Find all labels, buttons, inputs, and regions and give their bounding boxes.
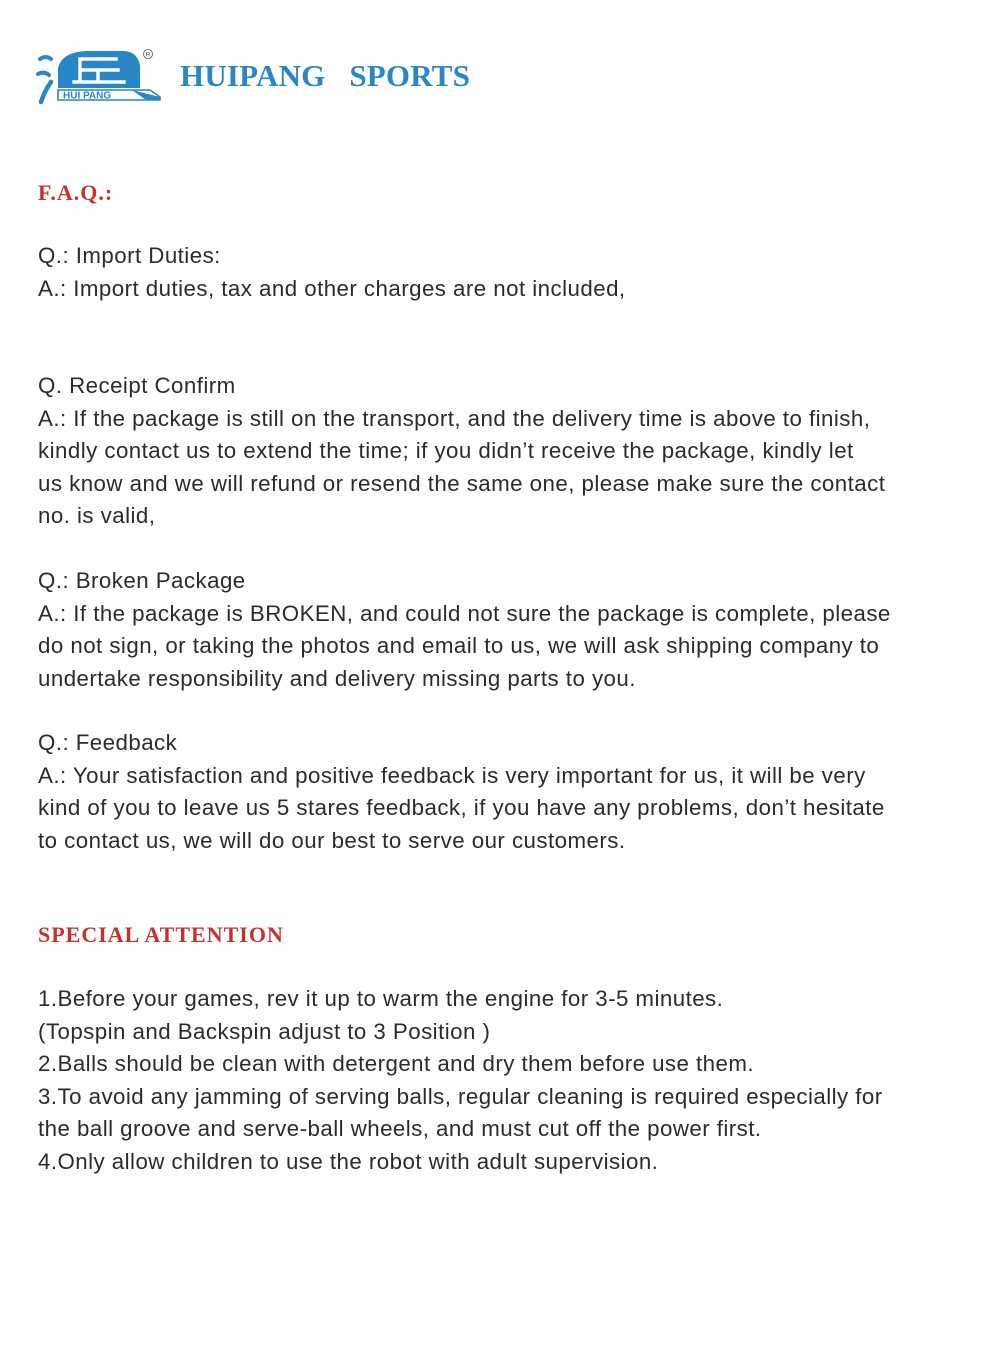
faq-answer-line: A.: If the package is BROKEN, and could not sure the package is complete, please [38, 600, 891, 626]
huipang-logo-icon [36, 44, 166, 110]
logo-text: HUI PANG [63, 90, 112, 102]
faq-answer-line: undertake responsibility and delivery missing parts to you. [38, 665, 636, 691]
special-attention-heading: SPECIAL ATTENTION [38, 922, 284, 947]
faq-item-broken-package [38, 565, 978, 695]
faq-question: Q.: Broken Package [38, 568, 246, 593]
faq-item-receipt-confirm [38, 370, 978, 533]
attention-line: 3.To avoid any jamming of serving balls, regular cleaning is required especially for [38, 1083, 883, 1109]
faq-question: Q.: Feedback [38, 730, 178, 755]
header [36, 44, 636, 114]
faq-answer-line: A.: Import duties, tax and other charges are not included, [38, 275, 626, 301]
registered-mark: R [145, 51, 151, 59]
faq-answer-line: kind of you to leave us 5 stares feedback, if you have any problems, don’t hesitate [38, 795, 885, 820]
faq-answer-line: do not sign, or taking the photos and email to us, we will ask shipping company to [38, 633, 880, 658]
faq-heading: F.A.Q.: [38, 180, 114, 205]
faq-item-feedback [38, 727, 978, 857]
faq-answer-line: A.: Your satisfaction and positive feedback is very important for us, it will be very [38, 762, 866, 788]
faq-answer-line: us know and we will refund or resend the same one, please make sure the contact [38, 470, 886, 496]
attention-line: 2.Balls should be clean with detergent and dry them before use them. [38, 1051, 755, 1076]
faq-answer-line: no. is valid, [38, 503, 156, 528]
faq-question: Q. Receipt Confirm [38, 373, 236, 398]
faq-answer-line: to contact us, we will do our best to serve our customers. [38, 827, 626, 853]
attention-line: 1.Before your games, rev it up to warm the engine for 3-5 minutes. [38, 986, 724, 1011]
faq-answer-line: A.: If the package is still on the transport, and the delivery time is above to finish, [38, 405, 871, 431]
faq-item-import-duties [38, 240, 978, 305]
special-attention-list [38, 983, 978, 1178]
faq-answer-line: kindly contact us to extend the time; if you didn’t receive the package, kindly let [38, 438, 854, 463]
attention-line: 4.Only allow children to use the robot with adult supervision. [38, 1148, 659, 1174]
faq-question: Q.: Import Duties: [38, 243, 221, 268]
brand-name: HUIPANG SPORTS [180, 58, 471, 93]
attention-line: (Topspin and Backspin adjust to 3 Position ) [38, 1018, 491, 1044]
attention-line: the ball groove and serve-ball wheels, and must cut off the power first. [38, 1116, 762, 1141]
